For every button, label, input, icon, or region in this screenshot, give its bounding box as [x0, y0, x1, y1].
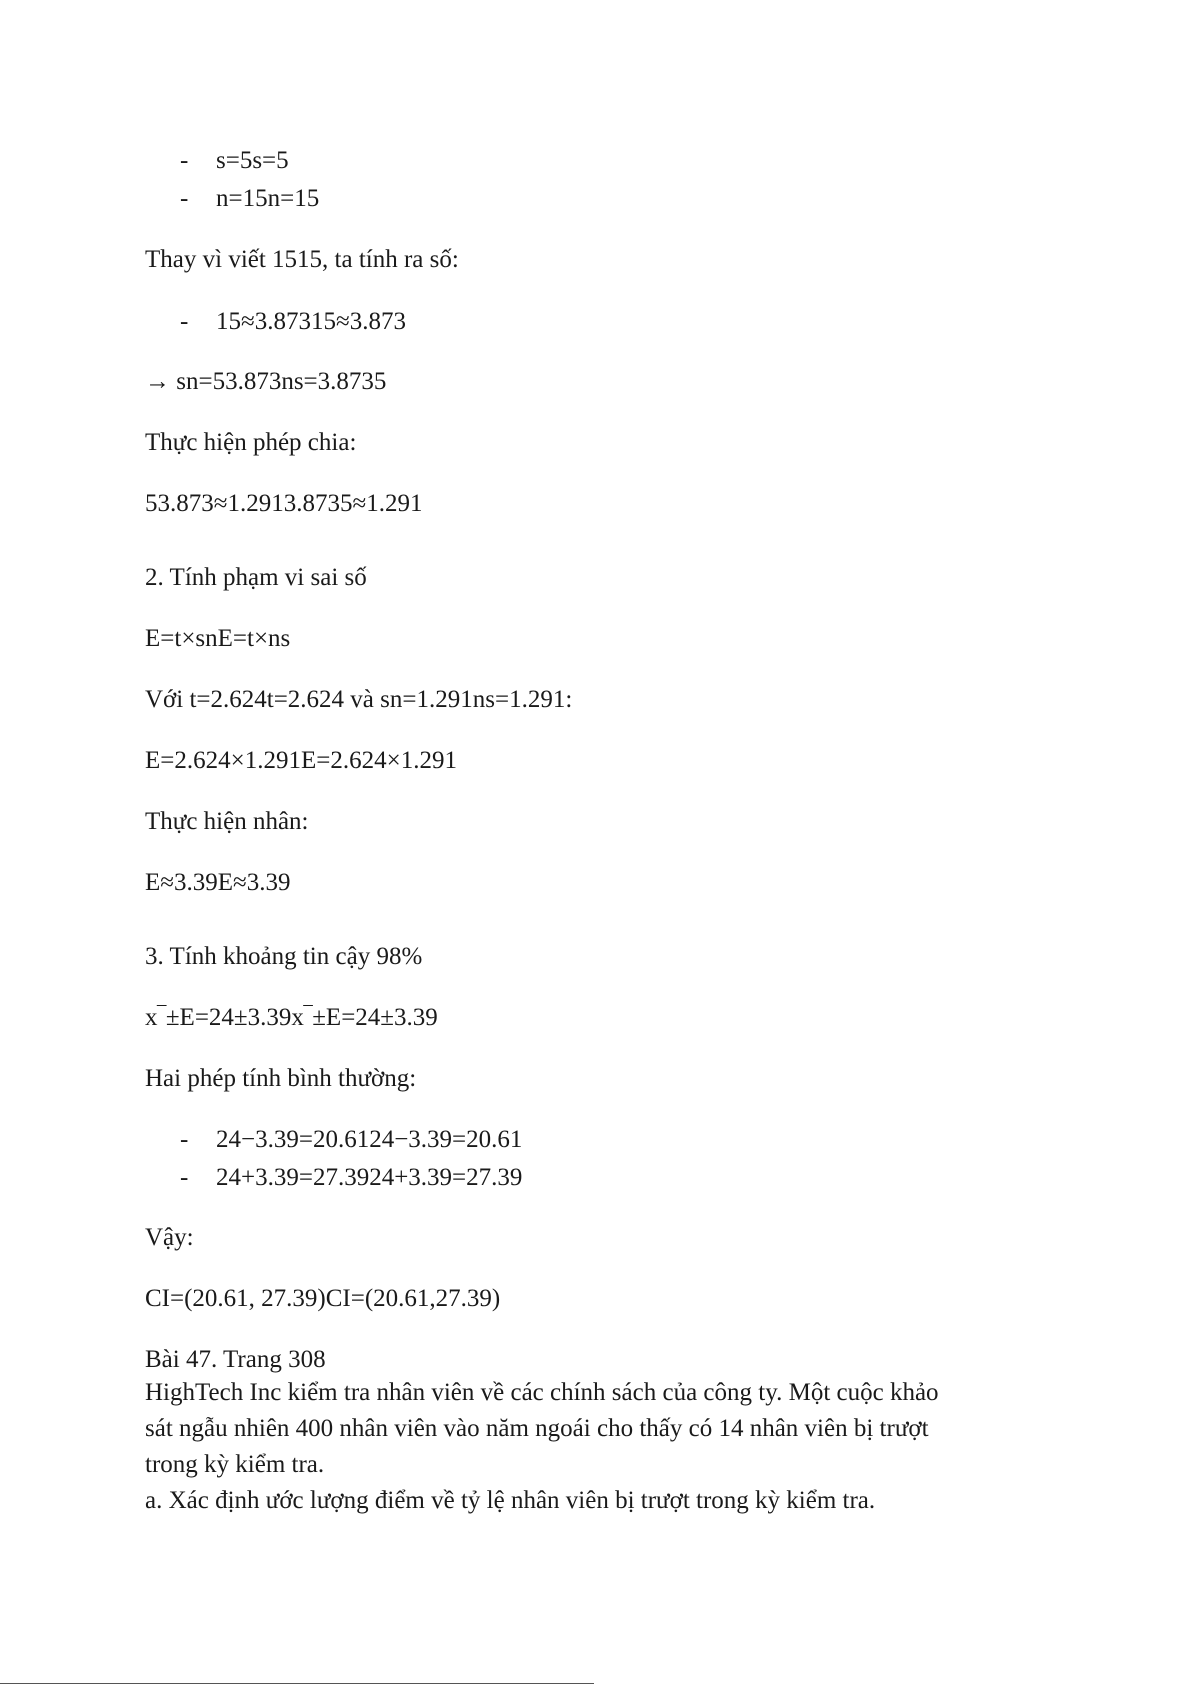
formula-upper-bound: 24+3.39=27.3924+3.39=27.39: [216, 1164, 523, 1191]
bullet-dash: -: [180, 1126, 189, 1153]
section-heading: 2. Tính phạm vi sai số: [145, 564, 367, 591]
formula-sqrt: 15≈3.87315≈3.873: [216, 308, 406, 335]
text-line: Vậy:: [145, 1224, 194, 1251]
text-line: Thực hiện phép chia:: [145, 429, 357, 456]
formula-lower-bound: 24−3.39=20.6124−3.39=20.61: [216, 1126, 523, 1153]
section-heading: 3. Tính khoảng tin cậy 98%: [145, 943, 423, 970]
bullet-dash: -: [180, 1164, 189, 1191]
exercise-body: [145, 1375, 1045, 1519]
exercise-body-line: trong kỳ kiểm tra.: [145, 1451, 325, 1478]
text-line: Thay vì viết 1515, ta tính ra số:: [145, 246, 459, 273]
formula-line: x‾±E=24±3.39x‾±E=24±3.39: [145, 1004, 438, 1031]
formula-s: s=5s=5: [216, 147, 289, 174]
footnote-divider: [0, 1683, 594, 1684]
exercise-body-line: sát ngẫu nhiên 400 nhân viên vào năm ngoái cho thấy có 14 nhân viên bị trượt: [145, 1415, 929, 1442]
formula-line: 53.873≈1.2913.8735≈1.291: [145, 490, 423, 517]
exercise-title: Bài 47. Trang 308: [145, 1346, 326, 1373]
formula-line: E=t×snE=t×ns: [145, 625, 291, 652]
formula-n: n=15n=15: [216, 185, 320, 212]
text-line: Hai phép tính bình thường:: [145, 1065, 417, 1092]
exercise-question-a: a. Xác định ước lượng điểm về tỷ lệ nhân viên bị trượt trong kỳ kiểm tra.: [145, 1487, 876, 1514]
bullet-dash: -: [180, 147, 189, 174]
exercise-body-line: HighTech Inc kiểm tra nhân viên về các chính sách của công ty. Một cuộc khảo: [145, 1379, 939, 1406]
formula-line: E=2.624×1.291E=2.624×1.291: [145, 747, 457, 774]
text-line: Với t=2.624t=2.624 và sn=1.291ns=1.291:: [145, 686, 573, 713]
formula-line: E≈3.39E≈3.39: [145, 869, 291, 896]
text-line: Thực hiện nhân:: [145, 808, 309, 835]
bullet-dash: -: [180, 308, 189, 335]
bullet-dash: -: [180, 185, 189, 212]
formula-line: CI=(20.61, 27.39)CI=(20.61,27.39): [145, 1285, 501, 1312]
formula-line: → sn=53.873ns=3.8735: [145, 368, 387, 395]
